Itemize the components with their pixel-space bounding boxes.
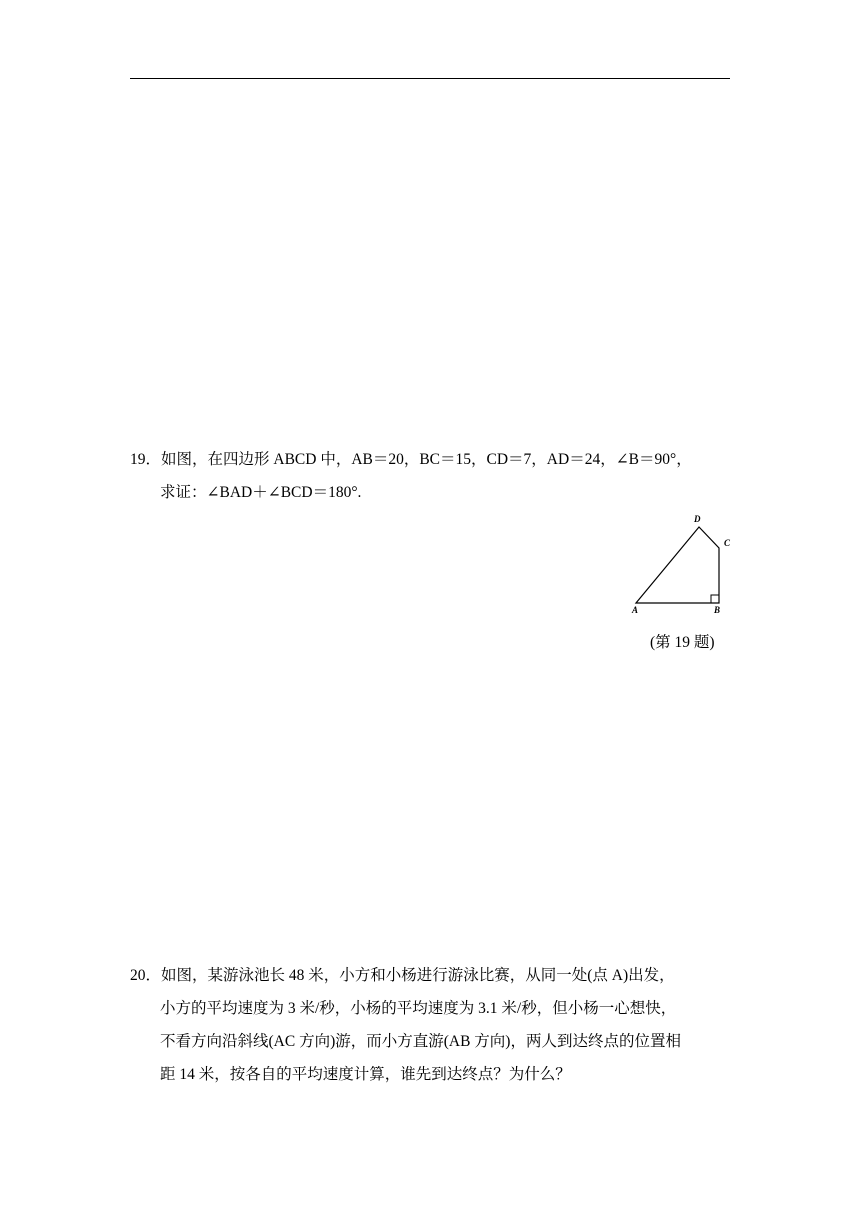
problem-20-line-2: 小方的平均速度为 3 米/秒，小杨的平均速度为 3.1 米/秒，但小杨一心想快， (160, 1000, 677, 1017)
problem-19-line-1: 19．如图，在四边形 ABCD 中，AB＝20，BC＝15，CD＝7，AD＝24，∠B＝90°， (130, 451, 692, 468)
problem-19 (130, 443, 745, 509)
quadrilateral-outline (636, 527, 719, 603)
right-angle-marker (711, 595, 719, 603)
problem-20-line-3: 不看方向沿斜线(AC 方向)游，而小方直游(AB 方向)，两人到达终点的位置相 (160, 1033, 681, 1050)
header-rule (130, 78, 730, 79)
vertex-label-a: A (632, 605, 639, 615)
problem-20 (130, 959, 745, 1091)
problem-19-line-2: 求证：∠BAD＋∠BCD＝180°. (160, 484, 362, 501)
vertex-label-b: B (714, 605, 721, 615)
vertex-label-d: D (694, 514, 701, 524)
quadrilateral-abcd-figure (628, 512, 738, 616)
problem-20-line-1: 20．如图，某游泳池长 48 米，小方和小杨进行游泳比赛，从同一处(点 A)出发， (130, 967, 675, 984)
vertex-label-c: C (724, 538, 731, 548)
figure-19-caption: (第 19 题) (650, 634, 715, 651)
problem-20-line-4: 距 14 米，按各自的平均速度计算，谁先到达终点？为什么？ (160, 1066, 571, 1083)
